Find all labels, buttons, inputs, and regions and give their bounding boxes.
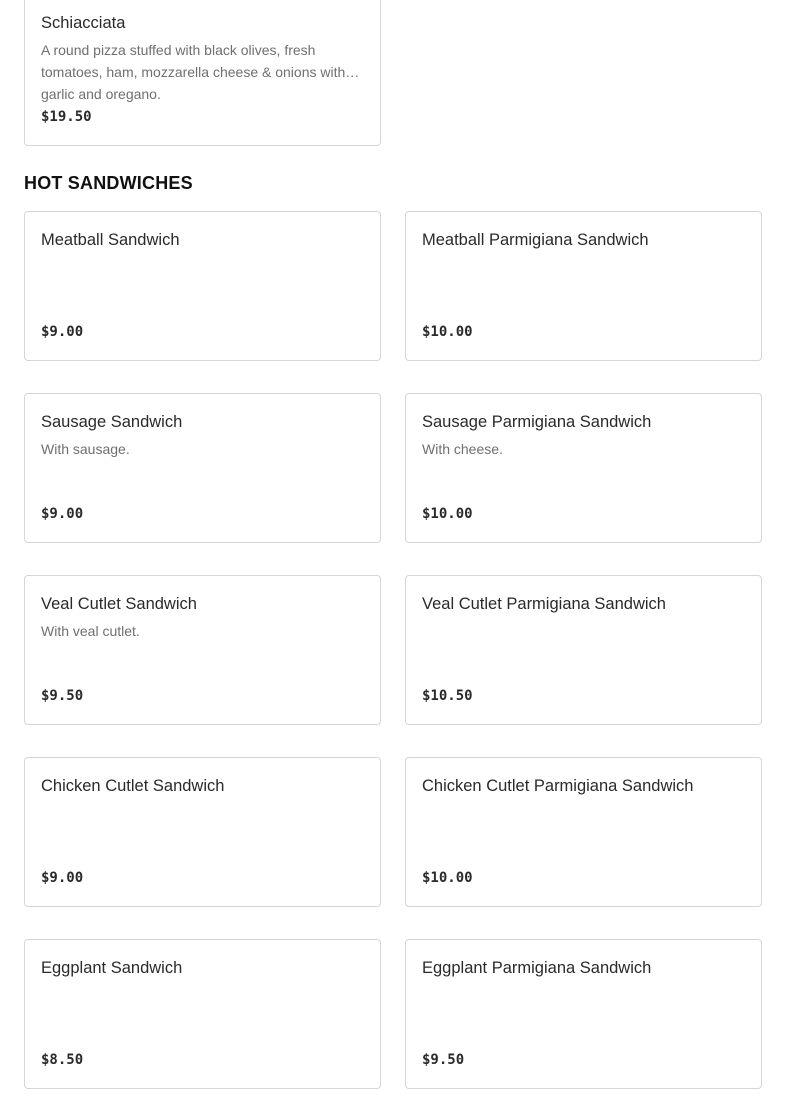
menu-item-card[interactable] [405, 939, 762, 1089]
menu-item-name: Sausage Parmigiana Sandwich [422, 413, 652, 431]
menu-item-name: Eggplant Parmigiana Sandwich [422, 959, 652, 977]
menu-item-card[interactable] [405, 211, 762, 361]
menu-item-card[interactable] [24, 757, 381, 907]
menu-item-card-schiacciata[interactable] [24, 0, 381, 146]
menu-item-name: Chicken Cutlet Parmigiana Sandwich [422, 777, 694, 795]
menu-item-price: $8.50 [41, 1052, 84, 1068]
menu-item-price: $10.00 [422, 324, 473, 340]
menu-item-description: With sausage. [41, 441, 130, 457]
menu-item-price: $9.00 [41, 324, 84, 340]
menu-item-price: $10.00 [422, 506, 473, 522]
section-heading-hot-sandwiches: HOT SANDWICHES [24, 173, 193, 193]
menu-item-name: Meatball Parmigiana Sandwich [422, 231, 649, 249]
menu-item-card[interactable] [24, 575, 381, 725]
menu-item-price: $10.50 [422, 688, 473, 704]
menu-item-name: Sausage Sandwich [41, 413, 183, 431]
menu-item-card[interactable] [24, 939, 381, 1089]
menu-item-price: $9.00 [41, 870, 84, 886]
menu-item-description: A round pizza stuffed with black olives, fresh tomatoes, ham, mozzarella cheese & onions with garlic and oregano. [41, 42, 346, 102]
menu-item-card[interactable] [405, 757, 762, 907]
menu-item-card[interactable] [24, 393, 381, 543]
menu-item-card[interactable] [405, 393, 762, 543]
menu-item-name: Veal Cutlet Parmigiana Sandwich [422, 595, 666, 613]
menu-item-card[interactable] [24, 211, 381, 361]
menu-item-price: $10.00 [422, 870, 473, 886]
menu-item-price: $9.50 [41, 688, 84, 704]
menu-item-name: Schiacciata [41, 14, 126, 32]
menu-item-description: With veal cutlet. [41, 623, 140, 639]
menu-item-name: Chicken Cutlet Sandwich [41, 777, 225, 795]
menu-item-description: With cheese. [422, 441, 503, 457]
menu-item-name: Meatball Sandwich [41, 231, 180, 249]
menu-item-card[interactable] [405, 575, 762, 725]
menu-item-price: $19.50 [41, 109, 92, 125]
menu-item-name: Eggplant Sandwich [41, 959, 183, 977]
menu-item-price: $9.00 [41, 506, 84, 522]
menu-item-price: $9.50 [422, 1052, 465, 1068]
menu-item-name: Veal Cutlet Sandwich [41, 595, 197, 613]
